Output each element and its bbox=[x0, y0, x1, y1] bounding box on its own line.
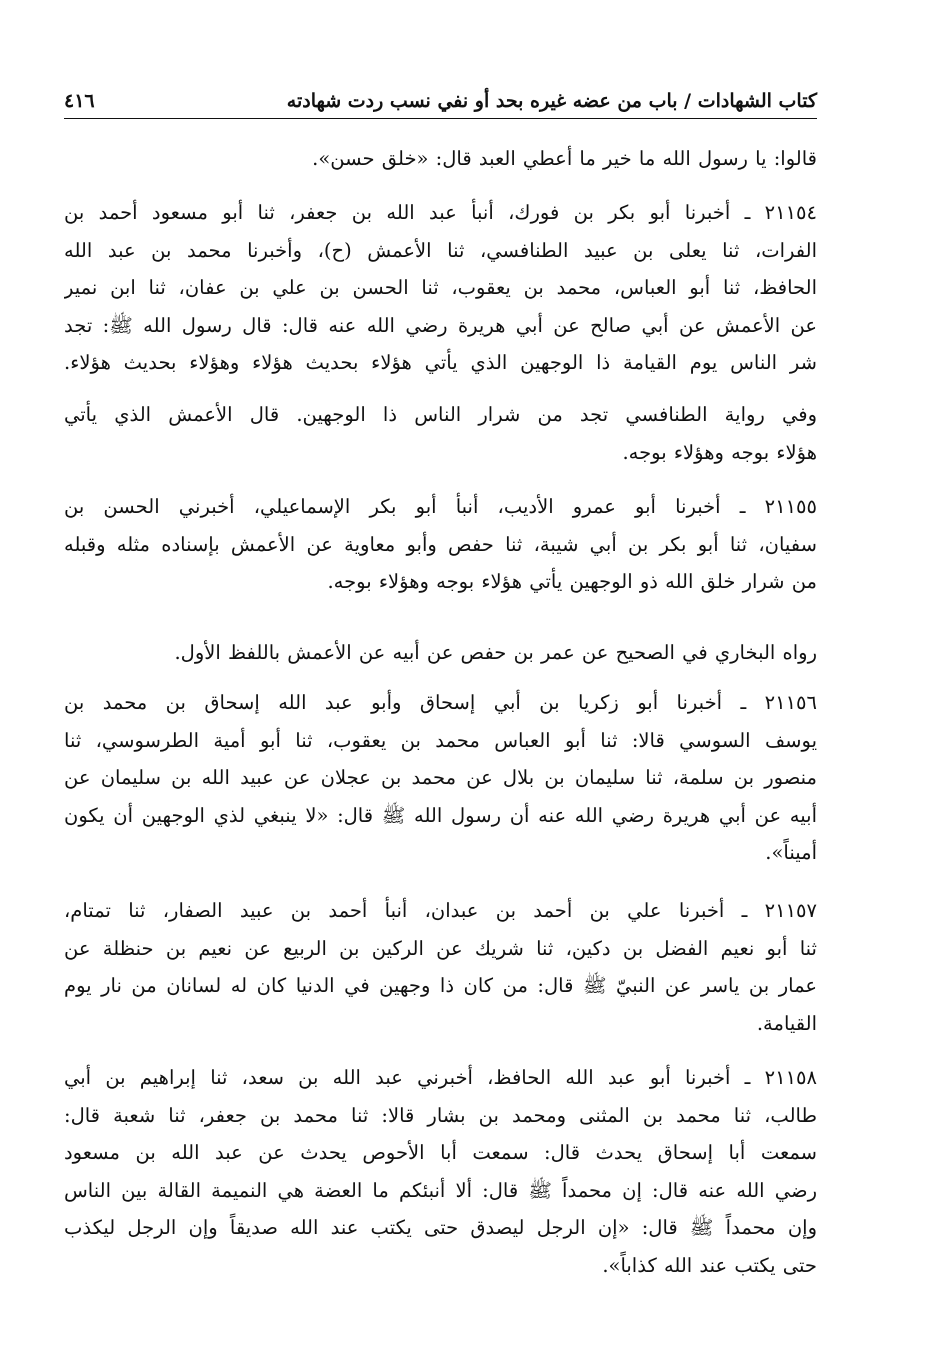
paragraph bbox=[64, 396, 817, 471]
hadith-21156 bbox=[64, 684, 817, 872]
text-line: قالوا: يا رسول الله ما خير ما أعطي العبد قال: «خلق حسن». bbox=[312, 147, 817, 170]
hadith-21154 bbox=[64, 194, 817, 382]
text-line: ثنا أبو نعيم الفضل بن دكين، ثنا شريك عن الركين بن الربيع عن نعيم بن حنظلة عن bbox=[64, 936, 817, 960]
text-line: منصور بن سلمة، ثنا سليمان بن بلال عن محمد بن عجلان عن عبيد الله بن سليمان عن bbox=[64, 766, 817, 789]
text-line: أميناً». bbox=[765, 841, 817, 864]
running-header bbox=[64, 84, 817, 119]
text-line: الحافظ، ثنا أبو العباس، محمد بن يعقوب، ثنا الحسن بن علي بن عفان، ثنا ابن نمير bbox=[64, 276, 817, 299]
text-line: عمار بن ياسر عن النبيّ ﷺ قال: من كان ذا وجهين في الدنيا كان له لسانان من نار يوم bbox=[64, 974, 817, 997]
chapter-title: كتاب الشهادات / باب من عضه غيره بحد أو نفي نسب ردت شهادته bbox=[286, 90, 817, 112]
text-line: ٢١١٥٤ ـ أخبرنا أبو بكر بن فورك، أنبأ عبد الله بن جعفر، ثنا أبو مسعود أحمد بن bbox=[64, 201, 817, 224]
hadith-21155 bbox=[64, 488, 817, 601]
text-line: من شرار خلق الله ذو الوجهين يأتي هؤلاء بوجه وهؤلاء بوجه. bbox=[327, 570, 817, 593]
text-line: ٢١١٥٥ ـ أخبرنا أبو عمرو الأديب، أنبأ أبو بكر الإسماعيلي، أخبرني الحسن بن bbox=[64, 495, 817, 518]
text-line: شر الناس يوم القيامة ذا الوجهين الذي يأتي هؤلاء بحديث هؤلاء وهؤلاء بحديث هؤلاء. bbox=[64, 351, 817, 374]
paragraph bbox=[64, 140, 817, 178]
text-line: ٢١١٥٦ ـ أخبرنا أبو زكريا بن أبي إسحاق وأبو عبد الله إسحاق بن محمد بن bbox=[64, 691, 817, 714]
text-line: هؤلاء بوجه وهؤلاء بوجه. bbox=[622, 440, 817, 464]
paragraph bbox=[64, 634, 817, 672]
hadith-21158 bbox=[64, 1059, 817, 1284]
text-line: ٢١١٥٨ ـ أخبرنا أبو عبد الله الحافظ، أخبرني عبد الله بن سعد، ثنا إبراهيم بن أبي bbox=[64, 1066, 817, 1089]
text-line: عن الأعمش عن أبي صالح عن أبي هريرة رضي الله عنه قال: قال رسول الله ﷺ: تجد bbox=[64, 313, 817, 337]
text-line: الفرات، ثنا يعلى بن عبيد الطنافسي، ثنا الأعمش (ح)، وأخبرنا محمد بن عبد الله bbox=[64, 238, 817, 262]
text-line: وإن محمداً ﷺ قال: «إن الرجل ليصدق حتى يكتب عند الله صديقاً وإن الرجل ليكذب bbox=[64, 1216, 817, 1239]
text-line: ٢١١٥٧ ـ أخبرنا علي بن أحمد بن عبدان، أنبأ أحمد بن عبيد الصفار، ثنا تمتام، bbox=[64, 899, 817, 922]
text-line: طالب، ثنا محمد بن المثنى ومحمد بن بشار قالا: ثنا محمد بن جعفر، ثنا شعبة قال: bbox=[64, 1103, 817, 1127]
page-number: ٤١٦ bbox=[64, 90, 95, 112]
text-line: وفي رواية الطنافسي تجد من شرار الناس ذا الوجهين. قال الأعمش الذي يأتي bbox=[64, 403, 817, 426]
text-line: حتى يكتب عند الله كذاباً». bbox=[602, 1253, 817, 1277]
text-line: سفيان، ثنا أبو بكر بن أبي شيبة، ثنا حفص وأبو معاوية عن الأعمش بإسناده مثله وقبله bbox=[64, 532, 817, 556]
text-line: سمعت أبا إسحاق يحدث قال: سمعت أبا الأحوص يحدث عن عبد الله بن مسعود bbox=[64, 1141, 817, 1164]
text-line: رواه البخاري في الصحيح عن عمر بن حفص عن أبيه عن الأعمش باللفظ الأول. bbox=[174, 641, 817, 664]
text-line: أبيه عن أبي هريرة رضي الله عنه أن رسول الله ﷺ قال: «لا ينبغي لذي الوجهين أن يكون bbox=[64, 803, 817, 827]
text-line: يوسف السوسي قالا: ثنا أبو العباس محمد بن يعقوب، ثنا أبو أمية الطرسوسي، ثنا bbox=[64, 728, 817, 752]
text-line: رضي الله عنه قال: إن محمداً ﷺ قال: ألا أنبئكم ما العضة هي النميمة القالة بين الناس bbox=[64, 1178, 817, 1202]
hadith-21157 bbox=[64, 892, 817, 1042]
page-content bbox=[64, 84, 817, 119]
text-line: القيامة. bbox=[756, 1011, 817, 1035]
